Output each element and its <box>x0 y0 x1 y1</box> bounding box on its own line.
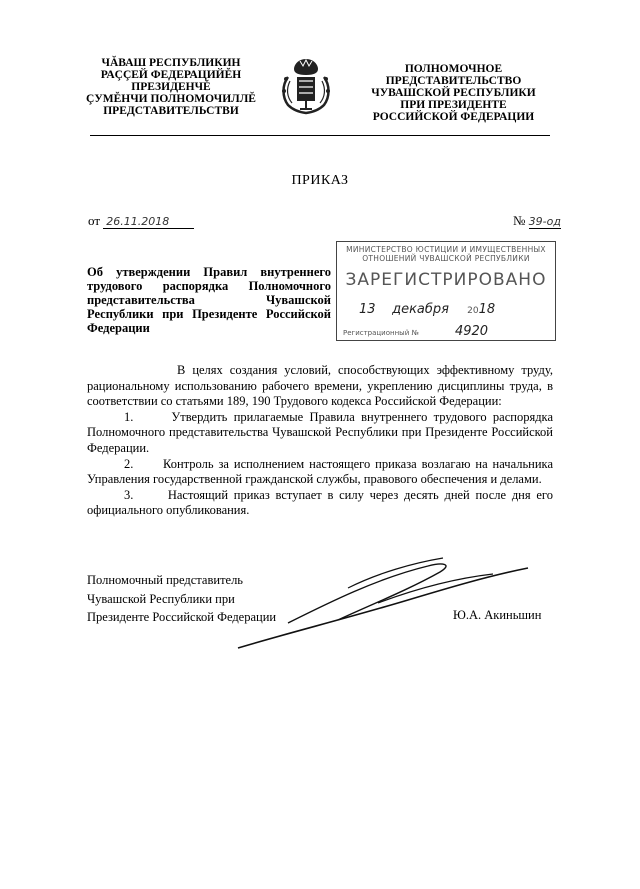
stamp-year-prefix: 20 <box>467 306 479 316</box>
stamp-reg-label: Регистрационный № <box>343 329 419 337</box>
signatory-position: Полномочный представитель Чувашской Республики при Президенте Российской Федерации <box>87 573 277 624</box>
header-left-title: ЧĂВАШ РЕСПУБЛИКИН РАÇÇЕЙ ФЕДЕРАЦИЙĔН ПРЕЗИДЕНЧĔ ÇУМĔНЧИ ПОЛНОМОЧИЛЛĔ ПРЕДСТАВИТЕЛЬСТВИ <box>86 57 256 117</box>
date-field <box>88 213 194 229</box>
number-field <box>513 213 561 229</box>
date-value: 26.11.2018 <box>103 215 194 229</box>
stamp-reg-number: 4920 <box>454 324 489 339</box>
stamp-registration <box>343 324 488 339</box>
body-item-2: 2. Контроль за исполнением настоящего приказа возлагаю на начальника Управления государственной гражданской службы, правового обеспечения и делами. <box>87 456 553 487</box>
registration-stamp <box>336 241 556 341</box>
body-intro: В целях создания условий, способствующих эффективному труду, рациональному использованию рабочего времени, укреплению дисциплины труда, в соответствии со статьями 189, 190 Трудового кодекса Российской Федерации: <box>87 363 553 409</box>
document-body <box>87 363 553 519</box>
subject-heading: Об утверждении Правил внутреннего трудового распорядка Полномочного представительства Чувашской Республики при Президенте Российской Федерации <box>87 265 331 335</box>
number-value: 39-од <box>528 215 561 228</box>
body-item-3: 3. Настоящий приказ вступает в силу через десять дней после дня его официального опубликования. <box>87 487 553 518</box>
stamp-year-suffix: 18 <box>478 302 496 317</box>
stamp-organization: МИНИСТЕРСТВО ЮСТИЦИИ И ИМУЩЕСТВЕННЫХ ОТНОШЕНИЙ ЧУВАШСКОЙ РЕСПУБЛИКИ <box>346 245 546 263</box>
stamp-month: декабря <box>392 302 449 317</box>
stamp-day: 13 <box>359 302 376 317</box>
coat-of-arms-emblem <box>278 57 334 117</box>
header-right-title: ПОЛНОМОЧНОЕ ПРЕДСТАВИТЕЛЬСТВО ЧУВАШСКОЙ РЕСПУБЛИКИ ПРИ ПРЕЗИДЕНТЕ РОССИЙСКОЙ ФЕДЕРАЦИИ <box>371 63 536 123</box>
stamp-status: ЗАРЕГИСТРИРОВАНО <box>345 270 547 290</box>
signatory-name: Ю.А. Акиньшин <box>453 608 542 622</box>
header-divider <box>90 135 550 136</box>
handwritten-signature <box>228 548 538 658</box>
body-item-1: 1. Утвердить прилагаемые Правила внутреннего трудового распорядка Полномочного представительства Чувашской Республики при Президенте Российской Федерации. <box>87 409 553 455</box>
stamp-date <box>359 302 495 317</box>
document-title: ПРИКАЗ <box>291 173 349 188</box>
number-prefix: № <box>513 213 526 228</box>
date-prefix: от <box>88 213 101 228</box>
